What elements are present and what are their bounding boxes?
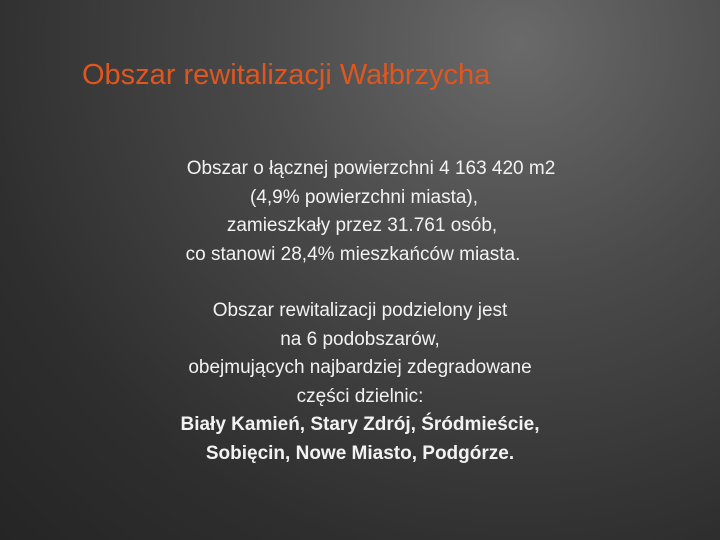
subareas-line: na 6 podobszarów, (280, 328, 440, 350)
area-line: (4,9% powierzchni miasta), (249, 186, 479, 208)
area-line: Obszar o łącznej powierzchni 4 163 420 m2 (186, 158, 556, 179)
subareas-line: Obszar rewitalizacji podzielony jest (212, 300, 508, 321)
district-list-line: Biały Kamień, Stary Zdrój, Śródmieście, (180, 414, 540, 436)
district-list-line: Sobięcin, Nowe Miasto, Podgórze. (205, 442, 515, 464)
area-line: zamieszkały przez 31.761 osób, (226, 215, 498, 237)
area-line: co stanowi 28,4% mieszkańców miasta. (185, 243, 521, 265)
subareas-description (0, 297, 720, 469)
subareas-line: części dzielnic: (296, 385, 424, 407)
subareas-line: obejmujących najbardziej zdegradowane (188, 357, 532, 379)
area-description (0, 155, 720, 269)
slide-title: Obszar rewitalizacji Wałbrzycha (82, 59, 491, 91)
